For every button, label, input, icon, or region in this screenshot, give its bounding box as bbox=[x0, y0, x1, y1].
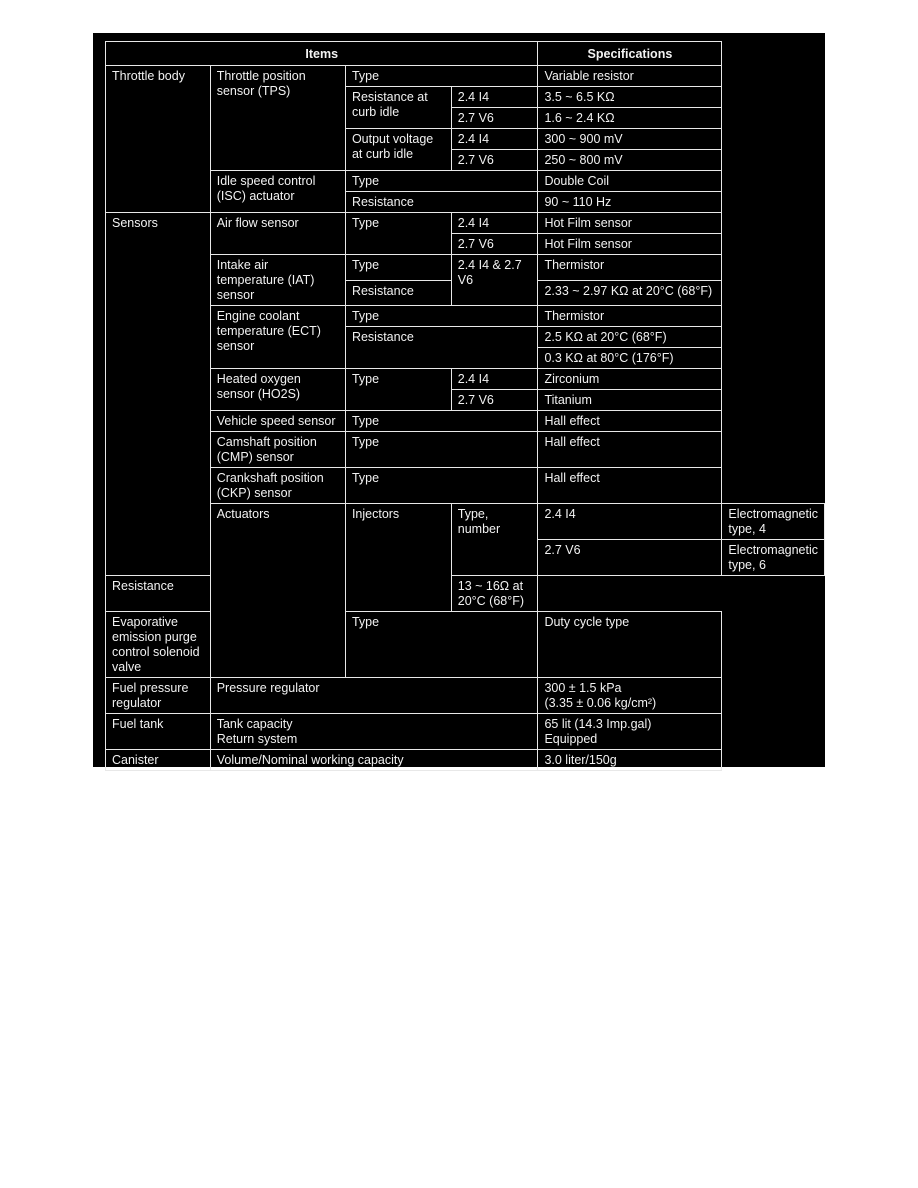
type-label: Type bbox=[345, 369, 451, 411]
pressure-kpa: 300 ± 1.5 kPa bbox=[544, 681, 622, 695]
engine-label: 2.7 V6 bbox=[451, 390, 538, 411]
group-throttle-body: Throttle body bbox=[106, 66, 211, 213]
item-isc: Idle speed control (ISC) actuator bbox=[210, 171, 345, 213]
spec-value: Zirconium bbox=[538, 369, 722, 390]
group-actuators: Actuators bbox=[210, 504, 345, 678]
table-row bbox=[106, 432, 825, 468]
spec-value: 250 ~ 800 mV bbox=[538, 150, 722, 171]
spec-value: Hot Film sensor bbox=[538, 213, 722, 234]
engine-label: 2.7 V6 bbox=[451, 234, 538, 255]
spec-value: 90 ~ 110 Hz bbox=[538, 192, 722, 213]
item-evap-purge-valve: Evaporative emission purge control solenoid valve bbox=[106, 612, 211, 678]
spec-value: 2.5 KΩ at 20°C (68°F) bbox=[538, 327, 722, 348]
spec-value: Thermistor bbox=[538, 255, 722, 281]
type-label: Type bbox=[345, 612, 538, 678]
spec-value: 3.5 ~ 6.5 KΩ bbox=[538, 87, 722, 108]
item-air-flow-sensor: Air flow sensor bbox=[210, 213, 345, 255]
spec-value: 2.33 ~ 2.97 KΩ at 20°C (68°F) bbox=[538, 280, 722, 306]
spec-value: Electromagnetic type, 6 bbox=[722, 540, 825, 576]
spec-value: Thermistor bbox=[538, 306, 722, 327]
item-ckp-sensor: Crankshaft position (CKP) sensor bbox=[210, 468, 345, 504]
item-cmp-sensor: Camshaft position (CMP) sensor bbox=[210, 432, 345, 468]
group-sensors: Sensors bbox=[106, 213, 211, 576]
item-fuel-tank bbox=[210, 714, 538, 750]
table-row bbox=[106, 750, 825, 771]
engine-label: 2.7 V6 bbox=[538, 540, 722, 576]
header-row bbox=[106, 42, 825, 66]
tps-type-value: Variable resistor bbox=[538, 66, 722, 87]
spec-value: Double Coil bbox=[538, 171, 722, 192]
item-ect-sensor: Engine coolant temperature (ECT) sensor bbox=[210, 306, 345, 369]
tank-capacity-label: Tank capacity bbox=[216, 717, 293, 731]
table-row bbox=[106, 306, 825, 327]
table-row bbox=[106, 504, 825, 540]
table-row bbox=[106, 66, 825, 87]
engine-label: 2.4 I4 bbox=[451, 213, 538, 234]
spec-value: Hall effect bbox=[538, 432, 722, 468]
table-row bbox=[106, 576, 825, 612]
tps-resistance-label: Resistance at curb idle bbox=[345, 87, 451, 129]
spec-value: 1.6 ~ 2.4 KΩ bbox=[538, 108, 722, 129]
specifications-table bbox=[105, 41, 825, 771]
table-row bbox=[106, 255, 825, 281]
item-iat-sensor: Intake air temperature (IAT) sensor bbox=[210, 255, 345, 306]
spec-page bbox=[93, 33, 825, 767]
table-row bbox=[106, 411, 825, 432]
item-pressure-regulator: Pressure regulator bbox=[210, 678, 538, 714]
type-label: Type bbox=[345, 255, 451, 281]
table-row bbox=[106, 369, 825, 390]
spec-value bbox=[538, 678, 722, 714]
type-label: Type bbox=[345, 432, 538, 468]
engine-label: 2.4 I4 & 2.7 V6 bbox=[451, 255, 538, 306]
item-tps: Throttle position sensor (TPS) bbox=[210, 66, 345, 171]
item-canister-capacity: Volume/Nominal working capacity bbox=[210, 750, 538, 771]
return-system-value: Equipped bbox=[544, 732, 598, 746]
item-injectors: Injectors bbox=[345, 504, 451, 612]
header-specifications: Specifications bbox=[538, 42, 722, 66]
tank-capacity-value: 65 lit (14.3 Imp.gal) bbox=[544, 717, 652, 731]
type-label: Type bbox=[345, 171, 538, 192]
tps-voltage-label: Output voltage at curb idle bbox=[345, 129, 451, 171]
engine-label: 2.4 I4 bbox=[538, 504, 722, 540]
tps-type-label: Type bbox=[345, 66, 538, 87]
header-items: Items bbox=[106, 42, 538, 66]
type-number-label: Type, number bbox=[451, 504, 538, 576]
resistance-label: Resistance bbox=[345, 192, 538, 213]
table-row bbox=[106, 213, 825, 234]
spec-value: Duty cycle type bbox=[538, 612, 722, 678]
resistance-label: Resistance bbox=[345, 327, 538, 369]
spec-value: Hall effect bbox=[538, 411, 722, 432]
spec-value: 13 ~ 16Ω at 20°C (68°F) bbox=[451, 576, 538, 612]
type-label: Type bbox=[345, 468, 538, 504]
spec-value: 3.0 liter/150g bbox=[538, 750, 722, 771]
pressure-kgcm2: (3.35 ± 0.06 kg/cm²) bbox=[544, 696, 657, 710]
engine-label: 2.4 I4 bbox=[451, 129, 538, 150]
item-vehicle-speed-sensor: Vehicle speed sensor bbox=[210, 411, 345, 432]
spec-value: Electromagnetic type, 4 bbox=[722, 504, 825, 540]
group-fuel-pressure-regulator: Fuel pressure regulator bbox=[106, 678, 211, 714]
return-system-label: Return system bbox=[216, 732, 298, 746]
spec-value: 0.3 KΩ at 80°C (176°F) bbox=[538, 348, 722, 369]
engine-label: 2.7 V6 bbox=[451, 150, 538, 171]
resistance-label: Resistance bbox=[106, 576, 346, 612]
spec-value: Hall effect bbox=[538, 468, 722, 504]
spec-value: Titanium bbox=[538, 390, 722, 411]
engine-label: 2.4 I4 bbox=[451, 369, 538, 390]
spec-value bbox=[538, 714, 722, 750]
table-row bbox=[106, 678, 825, 714]
table-row bbox=[106, 171, 825, 192]
engine-label: 2.7 V6 bbox=[451, 108, 538, 129]
engine-label: 2.4 I4 bbox=[451, 87, 538, 108]
spec-value: 300 ~ 900 mV bbox=[538, 129, 722, 150]
item-ho2s: Heated oxygen sensor (HO2S) bbox=[210, 369, 345, 411]
group-fuel-tank: Fuel tank bbox=[106, 714, 211, 750]
table-row bbox=[106, 468, 825, 504]
type-label: Type bbox=[345, 213, 451, 255]
type-label: Type bbox=[345, 411, 538, 432]
table-row bbox=[106, 714, 825, 750]
spec-value: Hot Film sensor bbox=[538, 234, 722, 255]
type-label: Type bbox=[345, 306, 538, 327]
group-canister: Canister bbox=[106, 750, 211, 771]
resistance-label: Resistance bbox=[345, 280, 451, 306]
